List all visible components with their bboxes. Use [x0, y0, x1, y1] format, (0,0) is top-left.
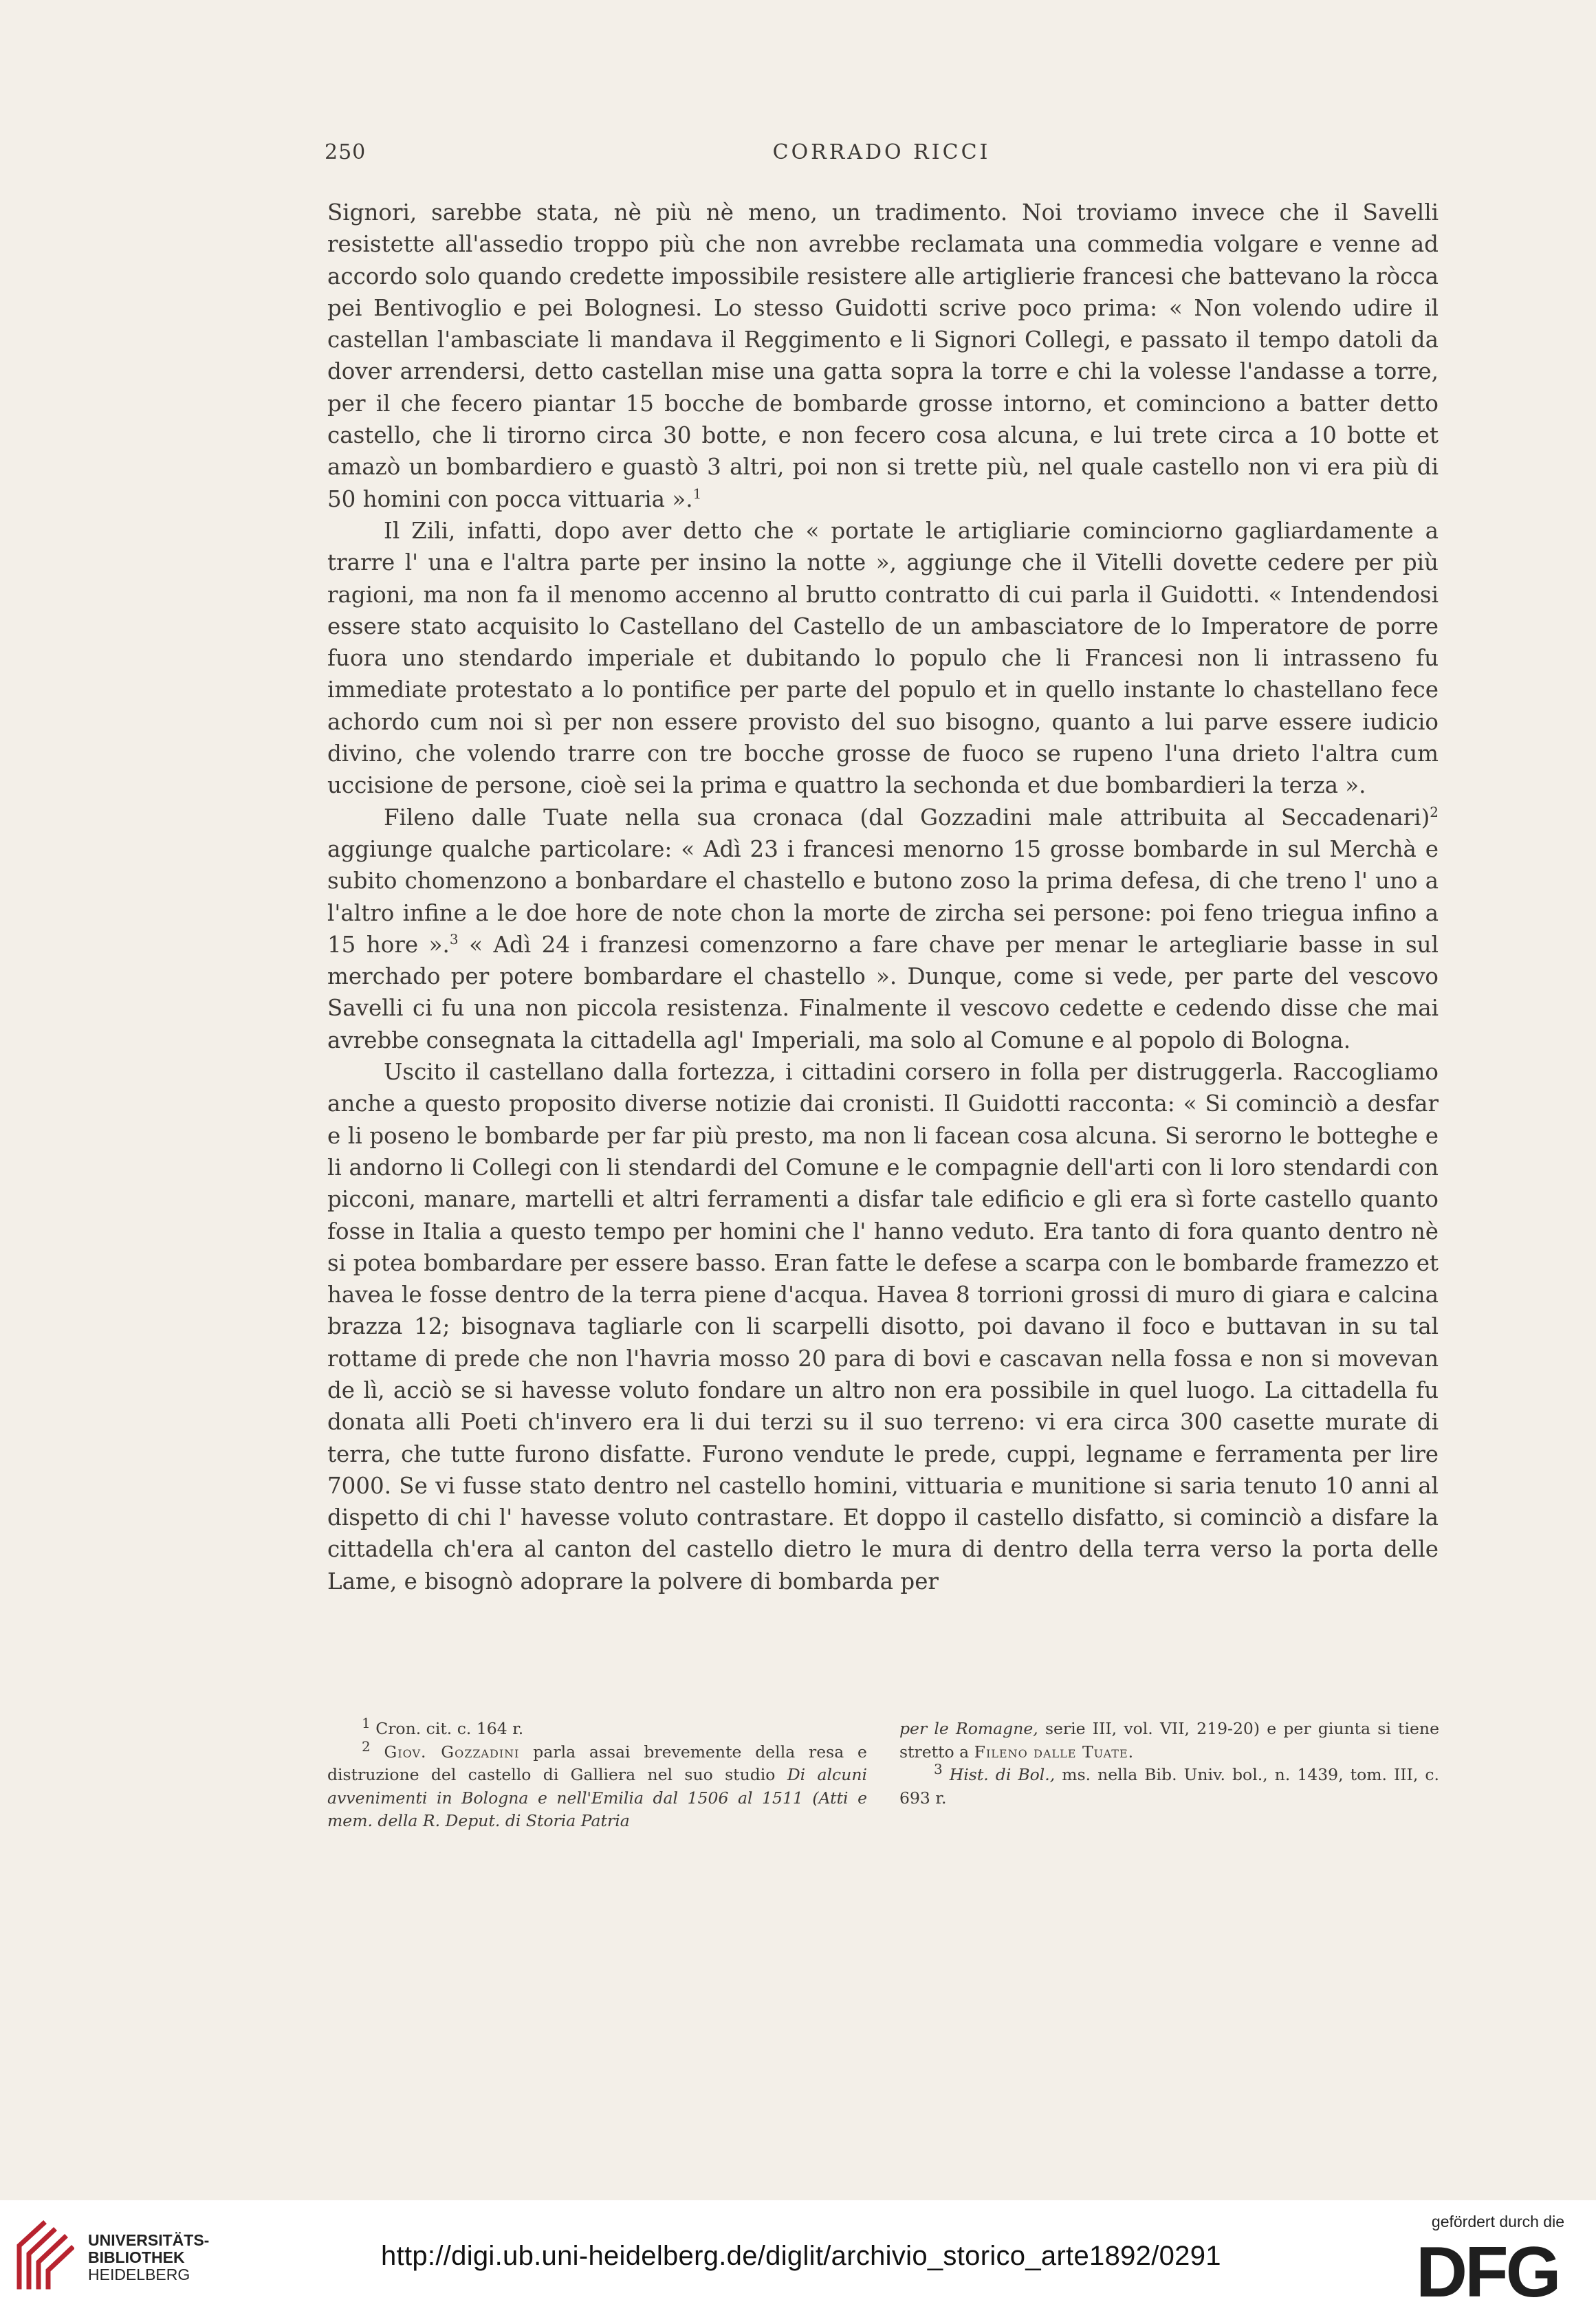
university-library-logo[interactable] — [12, 2218, 74, 2294]
paragraph-text: Signori, sarebbe stata, nè più nè meno, un tradimento. Noi troviamo invece che il Savelli resistette all'assedio troppo più che non avrebbe reclamata una commedia volgare e venne ad accordo solo quando credette impossibile resistere alle artiglierie francesi che battevano la ròcca pei Bentivoglio e pei Bolognesi. Lo stesso Guidotti scrive poco prima: « Non volendo udire il castellan l'ambasciate li mandava il Reggimento e li Signori Collegi, e passato il tempo datoli da dover arrendersi, detto castellan mise una gatta sopra la torre e chi la volesse l'andasse a torre, per il che fecero piantar 15 bocche de bombarde grosse intorno, et cominciono a batter detto castello, che li tirorno circa 30 botte, e non fecero cosa alcuna, e lui trete circa a 10 botte et amazò un bombardiero e guastò 3 altri, poi non si trette più, nel quale castello non vi era più di 50 homini con pocca vittuaria ». — [327, 199, 1439, 512]
paragraph-text: « Adì 24 i franzesi comenzorno a fare chave per menar le artegliarie basse in sul merchado per potere bombardare el chastello ». Dunque, come si vede, per parte del vescovo Savelli ci fu una non piccola resistenza. Finalmente il vescovo cedette e cedendo disse che mai avrebbe consegnata la cittadella agl' Imperiali, ma solo al Comune e al popolo di Bologna. — [327, 931, 1439, 1053]
footnote-mark: 3 — [449, 931, 459, 947]
footnote-text: ms. nella Bib. Univ. bol., n. 1439, tom. III, c. 693 r. — [899, 1765, 1439, 1808]
paragraph — [327, 1056, 1439, 1597]
page-number: 250 — [325, 140, 367, 164]
paragraph — [327, 515, 1439, 802]
library-name — [88, 2232, 209, 2283]
library-name-line: UNIVERSITÄTS- — [88, 2231, 210, 2249]
paragraph — [327, 197, 1439, 515]
paragraph-text: Fileno dalle Tuate nella sua cronaca (dal Gozzadini male attribuita al Seccadenari) — [384, 804, 1430, 831]
series-title: per le Romagne, — [899, 1719, 1038, 1738]
footnotes-left-column — [327, 1715, 867, 1833]
author-name: Fileno dalle Tuate. — [974, 1742, 1135, 1762]
footnote-text: Cron. cit. c. 164 r. — [375, 1719, 524, 1738]
library-name-line: HEIDELBERG — [88, 2266, 190, 2283]
footnote-text: serie III, vol. VII, 219-20) e per giunta si tiene stretto a — [899, 1719, 1439, 1762]
dfg-logo[interactable] — [1416, 2239, 1568, 2302]
footnotes-right-column — [899, 1718, 1439, 1810]
footnote-2-continued — [899, 1718, 1439, 1764]
running-title: CORRADO RICCI — [772, 140, 991, 164]
footnote-number: 3 — [934, 1761, 943, 1778]
footnote-number: 1 — [362, 1715, 371, 1732]
footnote-3 — [899, 1761, 1439, 1810]
funding-credit: gefördert durch die — [1431, 2213, 1564, 2230]
footnote-mark: 2 — [1430, 803, 1439, 820]
series-title: (Atti e mem. della R. Deput. di Storia Patria — [327, 1788, 867, 1830]
paragraph-text: Uscito il castellano dalla fortezza, i cittadini corsero in folla per distruggerla. Raccogliamo anche a questo proposito diverse notizie dai cronisti. Il Guidotti racconta: « Si cominciò a desfar e li poseno le bombarde per far più presto, ma non li facean cosa alcuna. Si serorno le botteghe e li andorno li Collegi con li stendardi del Comune e le compagnie dell'arti con li loro stendardi con picconi, manare, martelli et altri ferramenti a disfar tale edificio e gli era sì forte castello quanto fosse in Italia a questo tempo per homini che l' hanno veduto. Era tanto di fora quanto dentro nè si potea bombardare per essere basso. Eran fatte le defese a scarpa con le bombarde framezzo et havea le fosse dentro de la terra piene d'acqua. Havea 8 torrioni grossi di muro di giara e calcina brazza 12; bisognava tagliarle con li scarpelli disotto, poi davano il foco e buttavan in su tal rottame di prede che non l'havria mosso 20 para di bovi e cascavan nella fossa e non si movevan de lì, acciò se si havesse voluto fondare un altro non era possibile in quel luogo. La cittadella fu donata alli Poeti ch'invero era li dui terzi su il suo terreno: vi era circa 300 casette murate di terra, che tutte furono disfatte. Furono vendute le prede, cuppi, legname e ferramenta per lire 7000. Se vi fusse stato dentro nel castello homini, vittuaria e munitione si saria tenuto 10 anni al dispetto di chi l' havesse voluto contrastare. Et doppo il castello disfatto, si cominciò a disfare la cittadella ch'era al canton del castello dietro le mura di dentro della terra verso la porta delle Lame, e bisognò adoprare la polvere di bombarda per — [327, 1059, 1439, 1594]
body-text — [327, 197, 1439, 1597]
page-header — [325, 140, 1439, 171]
work-title: Hist. di Bol., — [949, 1765, 1056, 1784]
footnote-1 — [327, 1715, 867, 1741]
permalink-url[interactable]: http://digi.ub.uni-heidelberg.de/diglit/archivio_storico_arte1892/0291 — [381, 2241, 1221, 2271]
paragraph — [327, 802, 1439, 1056]
paragraph-text: aggiunge qualche particolare: « Adì 23 i francesi menorno 15 grosse bombarde in sul Merchà e subito chomenzono a bonbardare el chastello e butono zoso la prima defesa, di che treno l' uno a l'altro infine a le doe hore de note chon la morte de zircha sei persone: poi feno triegua infino a 15 hore ». — [327, 835, 1439, 958]
library-name-line: BIBLIOTHEK — [88, 2248, 185, 2266]
work-title: Di alcuni avvenimenti in Bologna e nell'Emilia dal 1506 al 1511 — [327, 1765, 867, 1808]
footnote-number: 2 — [362, 1738, 371, 1755]
viewer-footer — [0, 2200, 1596, 2313]
paragraph-text: Il Zili, infatti, dopo aver detto che « portate le artigliarie cominciorno gagliardamente a trarre l' una e l'altra parte per insino la notte », aggiunge che il Vitelli dovette cedere per più ragioni, ma non fa il menomo accenno al brutto contratto di cui parla il Guidotti. « Intendendosi essere stato acquisito lo Castellano del Castello de un ambasciatore de lo Imperatore de porre fuora uno stendardo imperiale et dubitando lo populo che li Francesi non li intrasseno fu immediate protestato a lo pontifice per parte del populo et in quello instante lo chastellano fece achordo cum noi sì per non essere provisto del suo bisogno, quanto a lui parve essere iudicio divino, che volendo trarre con tre bocche grosse de fuoco se rupeno l'una drieto l'altra cum uccisione de persone, cioè sei la prima e quattro la sechonda et due bombardieri la terza ». — [327, 517, 1439, 799]
footnote-text: parla assai brevemente della resa e distruzione del castello di Galliera nel suo studio — [327, 1742, 867, 1784]
footnote-mark: 1 — [692, 485, 702, 502]
footnote-2 — [327, 1738, 867, 1833]
dfg-logo-text: DFG — [1416, 2239, 1559, 2302]
author-name: Giov. Gozzadini — [384, 1742, 520, 1762]
footnotes — [327, 1715, 1439, 1876]
